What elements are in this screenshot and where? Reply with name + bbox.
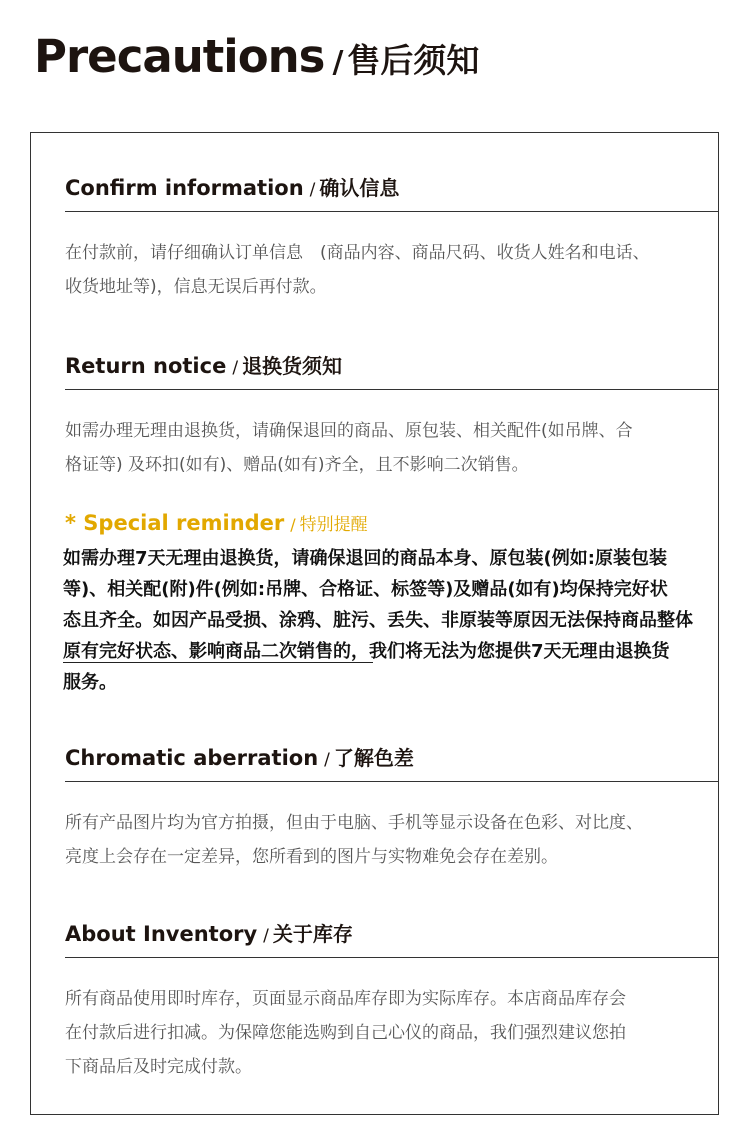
special-reminder-slash: / (290, 515, 296, 534)
section-heading-en (65, 172, 399, 201)
section-about-inventory (65, 913, 718, 1084)
body-line: 在付款前，请仔细确认订单信息 (商品内容、商品尺码、收货人姓名和电话、 (65, 243, 650, 263)
special-line: 如需办理7天无理由退换货，请确保退回的商品本身、原包装(例如:原装包装 (63, 548, 667, 569)
section-return-notice (65, 345, 718, 698)
page-title-separator: / (332, 45, 344, 80)
page-title-en: Precautions (34, 30, 325, 83)
heading-en-text: Confirm information (65, 176, 304, 200)
section-heading-en (65, 350, 342, 379)
special-reminder-cn: 特别提醒 (299, 515, 368, 535)
section-heading (65, 345, 718, 390)
section-heading-en (65, 918, 353, 947)
heading-slash: / (263, 926, 269, 946)
body-line: 所有产品图片均为官方拍摄，但由于电脑、手机等显示设备在色彩、对比度、 (65, 813, 643, 833)
section-confirm-information (65, 167, 718, 304)
body-line: 格证等) 及环扣(如有)、赠品(如有)齐全，且不影响二次销售。 (65, 455, 529, 475)
heading-cn-text: 了解色差 (333, 746, 414, 770)
body-line: 在付款后进行扣减。为保障您能选购到自己心仪的商品，我们强烈建议您拍 (65, 1023, 626, 1043)
text-underline-divider (63, 662, 373, 663)
body-line: 收货地址等)，信息无误后再付款。 (65, 277, 327, 297)
section-heading (65, 167, 718, 212)
heading-cn-text: 退换货须知 (242, 354, 343, 378)
heading-en-text: Chromatic aberration (65, 746, 319, 770)
page-title-cn: 售后须知 (347, 41, 480, 80)
section-chromatic-aberration (65, 737, 718, 874)
section-heading (65, 913, 718, 958)
heading-slash: / (232, 358, 239, 378)
section-body (65, 236, 718, 304)
heading-slash: / (309, 180, 316, 200)
body-line: 如需办理无理由退换货，请确保退回的商品、原包装、相关配件(如吊牌、合 (65, 421, 633, 441)
heading-slash: / (324, 750, 330, 770)
special-reminder-heading (65, 510, 718, 535)
section-heading-en (65, 742, 414, 771)
body-line: 亮度上会存在一定差异，您所看到的图片与实物难免会存在差别。 (65, 847, 558, 867)
section-body (65, 982, 718, 1084)
body-line: 下商品后及时完成付款。 (65, 1057, 252, 1077)
section-body (65, 806, 718, 874)
section-body (65, 414, 718, 482)
heading-cn-text: 确认信息 (319, 176, 400, 200)
page-title (34, 30, 479, 83)
special-reminder-body (63, 543, 718, 698)
special-line: 服务。 (63, 672, 117, 693)
special-line: 等)、相关配(附)件(例如:吊牌、合格证、标签等)及赠品(如有)均保持完好状 (63, 579, 668, 600)
notice-frame (30, 132, 719, 1115)
special-line: 态且齐全。如因产品受损、涂鸦、脏污、丢失、非原装等原因无法保持商品整体 (63, 610, 693, 631)
heading-cn-text: 关于库存 (272, 922, 353, 946)
heading-en-text: About Inventory (65, 922, 258, 946)
body-line: 所有商品使用即时库存，页面显示商品库存即为实际库存。本店商品库存会 (65, 989, 626, 1009)
heading-en-text: Return notice (65, 354, 227, 378)
section-heading (65, 737, 718, 782)
special-line: 原有完好状态、影响商品二次销售的，我们将无法为您提供7天无理由退换货 (63, 641, 670, 662)
special-reminder-en: * Special reminder (65, 511, 285, 535)
